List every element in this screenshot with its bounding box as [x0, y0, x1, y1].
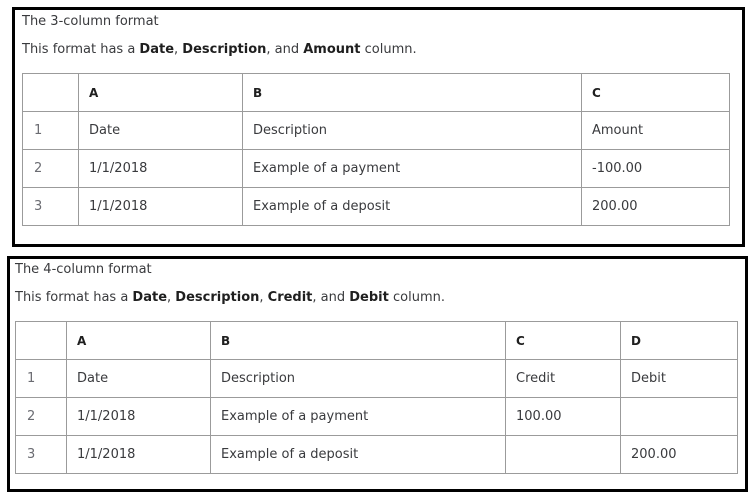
table-cell: Date — [79, 112, 243, 150]
header-cell-a: A — [67, 322, 211, 360]
table-cell: 1/1/2018 — [79, 188, 243, 226]
desc-text: , and — [312, 290, 350, 305]
four-column-format-title: The 4-column format — [15, 262, 152, 277]
table-header-row — [16, 322, 738, 360]
desc-text: This format has a — [22, 42, 140, 57]
table-row — [16, 436, 738, 474]
desc-text: , and — [266, 42, 304, 57]
table-cell: 1/1/2018 — [79, 150, 243, 188]
table-cell: Date — [67, 360, 211, 398]
table-cell: 200.00 — [582, 188, 730, 226]
header-cell-a: A — [79, 74, 243, 112]
header-cell-c: C — [582, 74, 730, 112]
table-cell: 1/1/2018 — [67, 398, 211, 436]
table-cell: 1/1/2018 — [67, 436, 211, 474]
table-cell: Amount — [582, 112, 730, 150]
desc-bold-amount: Amount — [303, 42, 361, 57]
table-cell — [621, 398, 738, 436]
row-number-cell: 1 — [16, 360, 67, 398]
table-cell: 200.00 — [621, 436, 738, 474]
table-cell: Description — [211, 360, 506, 398]
desc-bold-description: Description — [175, 290, 260, 305]
table-cell: 100.00 — [506, 398, 621, 436]
desc-text: , — [174, 42, 183, 57]
four-column-format-description — [15, 290, 445, 305]
desc-bold-date: Date — [139, 42, 175, 57]
desc-bold-description: Description — [182, 42, 267, 57]
three-column-format-description — [22, 42, 417, 57]
row-number-cell: 3 — [23, 188, 79, 226]
header-cell-c: C — [506, 322, 621, 360]
table-cell: Credit — [506, 360, 621, 398]
three-column-format-title: The 3-column format — [22, 14, 159, 29]
row-number-cell: 3 — [16, 436, 67, 474]
table-cell — [506, 436, 621, 474]
desc-bold-debit: Debit — [349, 290, 389, 305]
desc-text: , — [167, 290, 176, 305]
table-row — [23, 150, 730, 188]
table-cell: Debit — [621, 360, 738, 398]
table-cell: Description — [243, 112, 582, 150]
table-header-row — [23, 74, 730, 112]
table-cell: Example of a payment — [211, 398, 506, 436]
row-number-cell: 2 — [23, 150, 79, 188]
table-cell: -100.00 — [582, 150, 730, 188]
table-row — [16, 360, 738, 398]
desc-bold-credit: Credit — [267, 290, 313, 305]
table-cell: Example of a deposit — [211, 436, 506, 474]
desc-text: , — [259, 290, 268, 305]
header-cell-rownum — [16, 322, 67, 360]
desc-text: column. — [388, 290, 445, 305]
table-cell: Example of a deposit — [243, 188, 582, 226]
four-column-example-table — [15, 321, 738, 474]
four-column-format-panel — [7, 256, 748, 492]
table-row — [23, 188, 730, 226]
header-cell-b: B — [211, 322, 506, 360]
header-cell-b: B — [243, 74, 582, 112]
table-row — [23, 112, 730, 150]
row-number-cell: 2 — [16, 398, 67, 436]
desc-bold-date: Date — [132, 290, 168, 305]
desc-text: This format has a — [15, 290, 133, 305]
row-number-cell: 1 — [23, 112, 79, 150]
three-column-format-panel — [12, 7, 745, 247]
table-row — [16, 398, 738, 436]
desc-text: column. — [360, 42, 417, 57]
header-cell-d: D — [621, 322, 738, 360]
three-column-example-table — [22, 73, 730, 226]
header-cell-rownum — [23, 74, 79, 112]
table-cell: Example of a payment — [243, 150, 582, 188]
